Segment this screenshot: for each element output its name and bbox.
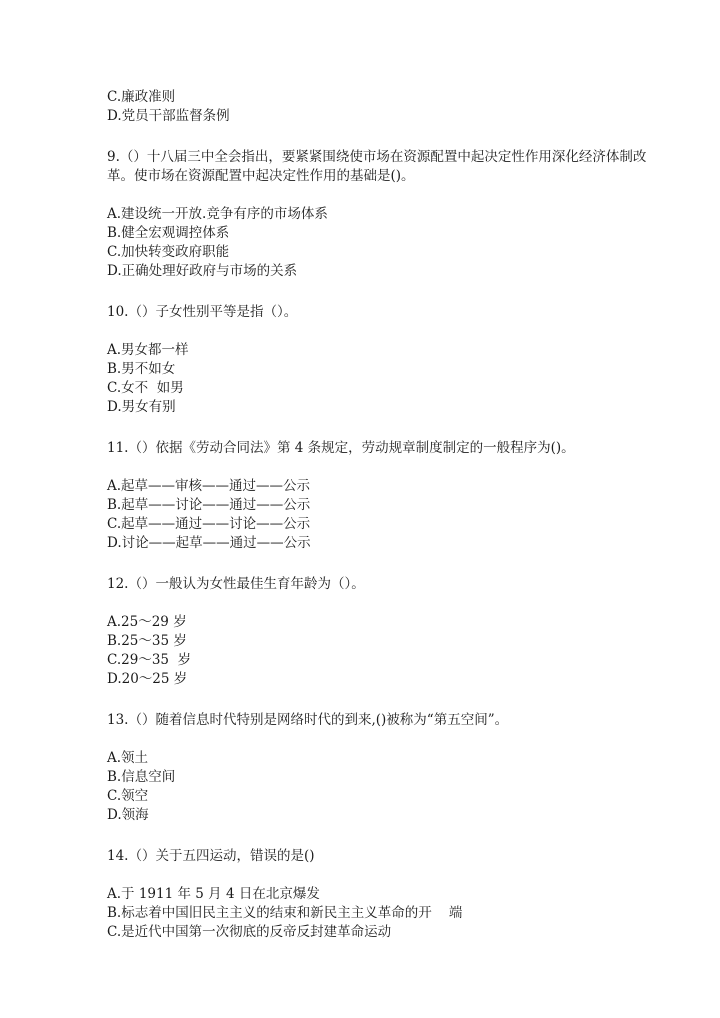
- top-options: [107, 88, 667, 126]
- option-line: C.起草——通过——讨论——公示: [107, 516, 311, 532]
- option-line: D.讨论——起草——通过——公示: [107, 535, 311, 551]
- option-line: B.25～35 岁: [107, 633, 187, 649]
- option-line: C.女不 如男: [107, 380, 184, 396]
- option-line: D.男女有别: [107, 399, 176, 415]
- question-title: 9.（）十八届三中全会指出，要紧紧围绕使市场在资源配置中起决定性作用深化经济体制改革。使市场在资源配置中起决定性作用的基础是()。: [107, 149, 647, 184]
- document-content: [107, 88, 667, 942]
- option-line: A.男女都一样: [107, 342, 189, 358]
- question-title: 10.（）子女性别平等是指（）。: [107, 304, 298, 320]
- question-title: 13.（）随着信息时代特别是网络时代的到来,()被称为“第五空间”。: [107, 712, 509, 728]
- question-title: 11.（）依据《劳动合同法》第 4 条规定，劳动规章制度制定的一般程序为()。: [107, 440, 575, 456]
- option-line: B.健全宏观调控体系: [107, 225, 230, 241]
- question-13: [107, 711, 667, 825]
- option-line: D.正确处理好政府与市场的关系: [107, 263, 298, 279]
- option-line: C.领空: [107, 788, 149, 804]
- option-line: B.信息空间: [107, 769, 176, 785]
- question-11: [107, 439, 667, 553]
- option-line: A.起草——审核——通过——公示: [107, 478, 311, 494]
- question-title: 14.（）关于五四运动，错误的是(): [107, 848, 315, 864]
- option-line: C.加快转变政府职能: [107, 244, 230, 260]
- option-line: A.领土: [107, 750, 149, 766]
- question-14: [107, 847, 667, 942]
- option-line: A.于 1911 年 5 月 4 日在北京爆发: [107, 886, 320, 902]
- option-line: D.党员干部监督条例: [107, 108, 230, 124]
- option-line: B.男不如女: [107, 361, 176, 377]
- option-line: B.起草——讨论——通过——公示: [107, 497, 311, 513]
- question-9: [107, 148, 667, 281]
- option-line: C.廉政准则: [107, 89, 176, 105]
- question-10: [107, 303, 667, 417]
- option-line: C.是近代中国第一次彻底的反帝反封建革命运动: [107, 924, 392, 940]
- option-line: B.标志着中国旧民主主义的结束和新民主主义革命的开 端: [107, 905, 463, 921]
- question-12: [107, 575, 667, 689]
- option-line: A.建设统一开放.竞争有序的市场体系: [107, 206, 328, 222]
- option-line: C.29～35 岁: [107, 652, 192, 668]
- option-line: D.领海: [107, 807, 149, 823]
- option-line: D.20～25 岁: [107, 671, 188, 687]
- question-title: 12.（）一般认为女性最佳生育年龄为（）。: [107, 576, 365, 592]
- option-line: A.25～29 岁: [107, 614, 187, 630]
